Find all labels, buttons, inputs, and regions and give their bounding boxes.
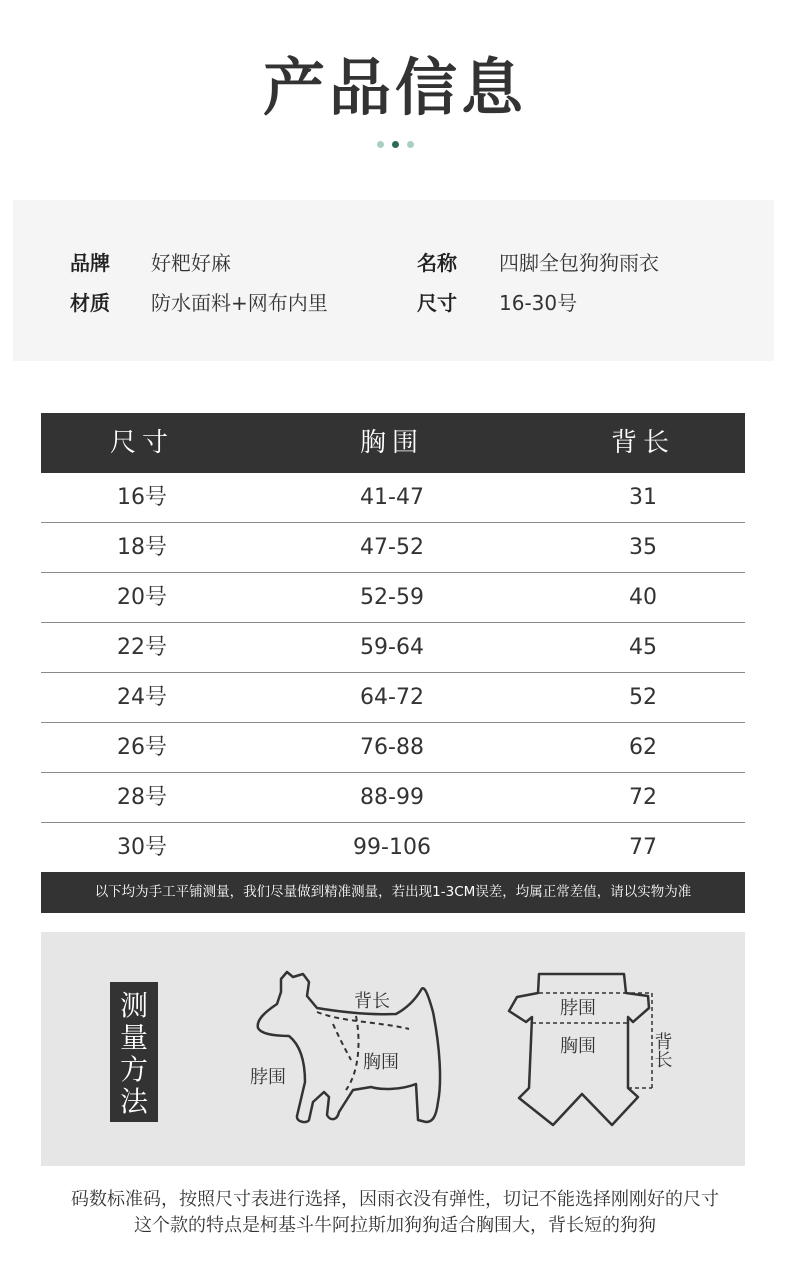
header-chest: 胸围	[359, 428, 424, 458]
size-label: 尺寸	[417, 291, 457, 315]
cell-size: 28号	[117, 785, 167, 810]
coat-chest-label: 胸围	[560, 1036, 596, 1057]
table-row	[41, 723, 745, 773]
cell-chest: 64-72	[360, 685, 424, 710]
dog-measure-lines-icon	[317, 1012, 409, 1090]
table-row	[41, 523, 745, 573]
info-row	[13, 248, 774, 278]
decor-dot	[377, 141, 384, 148]
cell-back-length: 62	[629, 735, 657, 760]
brand-value: 好粑好麻	[151, 251, 231, 275]
page-title: 产品信息	[262, 51, 527, 124]
cell-back-length: 45	[629, 635, 657, 660]
table-row	[41, 673, 745, 723]
coat-back-length-label: 背长	[651, 1032, 673, 1068]
cell-size: 16号	[117, 485, 167, 510]
decor-dot	[392, 141, 399, 148]
material-label: 材质	[70, 291, 110, 315]
product-info-panel	[13, 200, 774, 361]
table-row	[41, 573, 745, 623]
title-char: 方	[119, 1053, 148, 1086]
measurement-illustrations	[41, 932, 745, 1166]
size-value: 16-30号	[499, 291, 578, 315]
cell-back-length: 35	[629, 535, 657, 560]
cell-back-length: 52	[629, 685, 657, 710]
dog-outline-icon	[258, 972, 440, 1122]
brand-label: 品牌	[70, 251, 110, 275]
title-decoration	[0, 141, 790, 148]
cell-size: 20号	[117, 585, 167, 610]
footer-line-1: 码数标准码，按照尺寸表进行选择，因雨衣没有弹性，切记不能选择刚刚好的尺寸	[71, 1189, 719, 1210]
measurement-note: 以下均为手工平铺测量，我们尽量做到精准测量，若出现1-3CM误差，均属正常差值，请以实物为准	[41, 872, 745, 913]
cell-chest: 99-106	[353, 835, 431, 860]
cell-chest: 59-64	[360, 635, 424, 660]
footer-line-2: 这个款的特点是柯基斗牛阿拉斯加狗狗适合胸围大，背长短的狗狗	[134, 1215, 656, 1236]
size-table	[41, 413, 745, 873]
cell-back-length: 72	[629, 785, 657, 810]
table-row	[41, 773, 745, 823]
title-char: 法	[119, 1085, 148, 1118]
table-row	[41, 823, 745, 873]
coat-neck-label: 脖围	[560, 998, 596, 1019]
cell-size: 22号	[117, 635, 167, 660]
cell-chest: 52-59	[360, 585, 424, 610]
cell-back-length: 40	[629, 585, 657, 610]
material-value: 防水面料+网布内里	[151, 291, 328, 315]
measurement-method-panel	[41, 932, 745, 1166]
dog-back-length-label: 背长	[354, 991, 390, 1012]
dog-chest-label: 胸围	[363, 1052, 399, 1073]
header-size: 尺寸	[109, 428, 174, 458]
table-row	[41, 473, 745, 523]
dog-neck-label: 脖围	[250, 1067, 286, 1088]
header-back-length: 背长	[610, 428, 675, 458]
name-value: 四脚全包狗狗雨衣	[499, 251, 659, 275]
table-row	[41, 623, 745, 673]
cell-back-length: 77	[629, 835, 657, 860]
size-table-header	[41, 413, 745, 473]
cell-chest: 88-99	[360, 785, 424, 810]
cell-chest: 47-52	[360, 535, 424, 560]
cell-chest: 41-47	[360, 485, 424, 510]
cell-size: 24号	[117, 685, 167, 710]
title-char: 量	[119, 1021, 148, 1054]
cell-size: 30号	[117, 835, 167, 860]
name-label: 名称	[417, 251, 457, 275]
cell-back-length: 31	[629, 485, 657, 510]
decor-dot	[407, 141, 414, 148]
cell-chest: 76-88	[360, 735, 424, 760]
cell-size: 26号	[117, 735, 167, 760]
info-row	[13, 288, 774, 318]
title-char: 测	[119, 989, 148, 1022]
cell-size: 18号	[117, 535, 167, 560]
